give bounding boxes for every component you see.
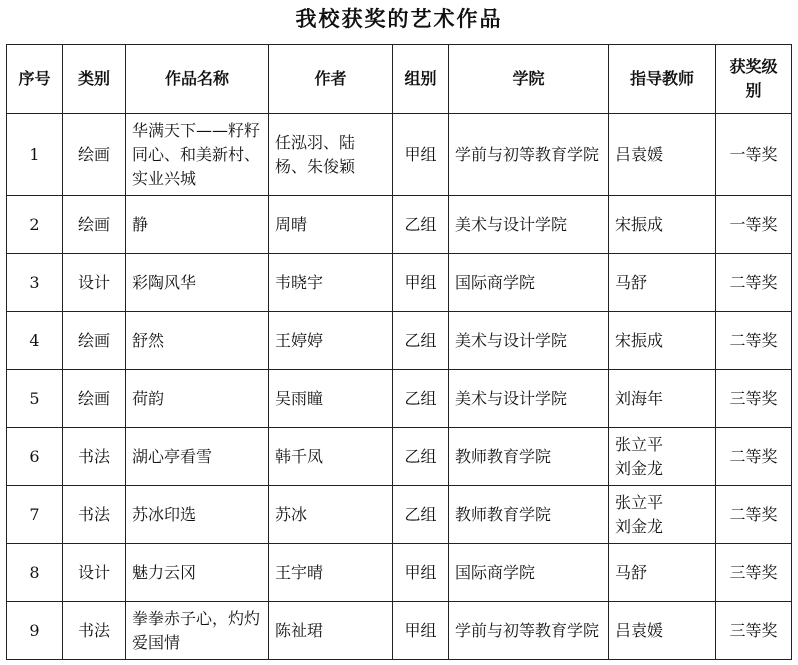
cell-group: 甲组 <box>393 114 449 196</box>
cell-seq: 4 <box>7 312 63 370</box>
teacher-name: 张立平 <box>615 492 664 512</box>
cell-group: 甲组 <box>393 544 449 602</box>
cell-work: 荷韵 <box>126 370 269 428</box>
cell-author: 周晴 <box>269 196 393 254</box>
cell-author: 王婷婷 <box>269 312 393 370</box>
cell-award: 三等奖 <box>716 544 792 602</box>
cell-category: 设计 <box>63 544 126 602</box>
header-category: 类别 <box>63 45 126 114</box>
cell-group: 乙组 <box>393 428 449 486</box>
cell-award: 一等奖 <box>716 196 792 254</box>
cell-college: 教师教育学院 <box>449 486 609 544</box>
cell-teacher: 马舒 <box>609 544 716 602</box>
cell-group: 甲组 <box>393 602 449 660</box>
cell-category: 书法 <box>63 602 126 660</box>
award-table <box>6 44 792 660</box>
cell-work: 彩陶风华 <box>126 254 269 312</box>
cell-award: 三等奖 <box>716 370 792 428</box>
cell-seq: 3 <box>7 254 63 312</box>
cell-seq: 5 <box>7 370 63 428</box>
teacher-name: 刘金龙 <box>615 516 664 536</box>
header-teacher: 指导教师 <box>609 45 716 114</box>
cell-award: 一等奖 <box>716 114 792 196</box>
table-row <box>7 544 792 602</box>
table-row <box>7 428 792 486</box>
page-title: 我校获奖的艺术作品 <box>295 6 503 31</box>
cell-category: 设计 <box>63 254 126 312</box>
header-seq: 序号 <box>7 45 63 114</box>
cell-author: 任泓羽、陆杨、朱俊颖 <box>269 114 393 196</box>
cell-teacher: 马舒 <box>609 254 716 312</box>
teacher-name: 刘金龙 <box>615 458 664 478</box>
cell-award: 二等奖 <box>716 486 792 544</box>
table-row <box>7 370 792 428</box>
cell-college: 美术与设计学院 <box>449 196 609 254</box>
cell-college: 学前与初等教育学院 <box>449 602 609 660</box>
header-author: 作者 <box>269 45 393 114</box>
teacher-name: 张立平 <box>615 434 664 454</box>
cell-group: 乙组 <box>393 196 449 254</box>
cell-category: 书法 <box>63 486 126 544</box>
cell-award: 三等奖 <box>716 602 792 660</box>
cell-seq: 7 <box>7 486 63 544</box>
header-work: 作品名称 <box>126 45 269 114</box>
cell-category: 书法 <box>63 428 126 486</box>
cell-seq: 1 <box>7 114 63 196</box>
cell-teacher: 宋振成 <box>609 312 716 370</box>
header-row <box>7 45 792 114</box>
cell-author: 苏冰 <box>269 486 393 544</box>
cell-author: 王宇晴 <box>269 544 393 602</box>
cell-teacher: 吕袁媛 <box>609 114 716 196</box>
cell-seq: 6 <box>7 428 63 486</box>
table-row <box>7 196 792 254</box>
table-row <box>7 602 792 660</box>
cell-author: 陈祉珺 <box>269 602 393 660</box>
cell-work: 华满天下——籽籽同心、和美新村、实业兴城 <box>126 114 269 196</box>
cell-award: 二等奖 <box>716 428 792 486</box>
cell-group: 乙组 <box>393 486 449 544</box>
table-row <box>7 312 792 370</box>
header-college: 学院 <box>449 45 609 114</box>
cell-teacher: 刘海年 <box>609 370 716 428</box>
cell-work: 苏冰印选 <box>126 486 269 544</box>
cell-seq: 8 <box>7 544 63 602</box>
cell-teacher: 吕袁媛 <box>609 602 716 660</box>
cell-college: 学前与初等教育学院 <box>449 114 609 196</box>
cell-work: 静 <box>126 196 269 254</box>
cell-teacher <box>609 486 716 544</box>
cell-college: 美术与设计学院 <box>449 312 609 370</box>
table-row <box>7 254 792 312</box>
cell-seq: 9 <box>7 602 63 660</box>
cell-work: 拳拳赤子心，灼灼爱国情 <box>126 602 269 660</box>
cell-teacher <box>609 428 716 486</box>
cell-category: 绘画 <box>63 370 126 428</box>
cell-category: 绘画 <box>63 196 126 254</box>
header-group: 组别 <box>393 45 449 114</box>
cell-work: 湖心亭看雪 <box>126 428 269 486</box>
cell-college: 国际商学院 <box>449 544 609 602</box>
table-row <box>7 114 792 196</box>
cell-category: 绘画 <box>63 312 126 370</box>
cell-award: 二等奖 <box>716 254 792 312</box>
cell-author: 吴雨瞳 <box>269 370 393 428</box>
cell-work: 魅力云冈 <box>126 544 269 602</box>
header-award: 获奖级别 <box>716 45 792 114</box>
cell-seq: 2 <box>7 196 63 254</box>
cell-teacher: 宋振成 <box>609 196 716 254</box>
cell-group: 甲组 <box>393 254 449 312</box>
cell-group: 乙组 <box>393 312 449 370</box>
cell-category: 绘画 <box>63 114 126 196</box>
cell-group: 乙组 <box>393 370 449 428</box>
table-row <box>7 486 792 544</box>
cell-work: 舒然 <box>126 312 269 370</box>
cell-college: 国际商学院 <box>449 254 609 312</box>
cell-award: 二等奖 <box>716 312 792 370</box>
cell-author: 韩千凤 <box>269 428 393 486</box>
cell-college: 教师教育学院 <box>449 428 609 486</box>
cell-college: 美术与设计学院 <box>449 370 609 428</box>
cell-author: 韦晓宇 <box>269 254 393 312</box>
